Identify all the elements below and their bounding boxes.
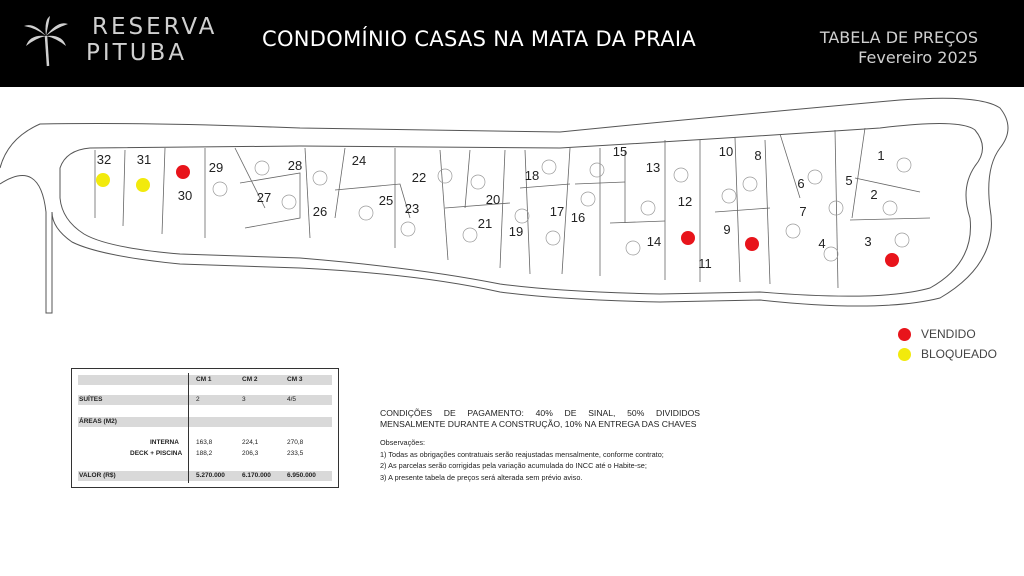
observation-item: 2) As parcelas serão corrigidas pela variação acumulada do INCC até o Habite-se; — [380, 461, 647, 470]
lot-label-16: 16 — [570, 210, 586, 225]
suites-cm1: 2 — [196, 396, 200, 403]
legend-vendido-label: VENDIDO — [921, 327, 976, 341]
deck-cm3: 233,5 — [287, 450, 304, 457]
interna-label: INTERNA — [150, 439, 179, 446]
blocked-dot-icon — [898, 348, 911, 361]
observations — [380, 437, 740, 483]
lot-label-11: 11 — [698, 256, 712, 271]
legend-bloqueado — [898, 344, 997, 364]
lot-label-2: 2 — [870, 187, 878, 202]
lot-status-dot-30 — [176, 165, 190, 179]
lot-label-10: 10 — [718, 144, 734, 159]
outer-road — [0, 98, 1008, 313]
lot-label-1: 1 — [877, 148, 885, 163]
observation-item: 3) A presente tabela de preços será alterada sem prévio aviso. — [380, 472, 583, 482]
price-table — [71, 368, 339, 488]
valor-cm2: 6.170.000 — [242, 472, 271, 479]
suites-cm2: 3 — [242, 396, 246, 403]
lot-label-5: 5 — [845, 173, 853, 188]
lot-status-dot-32 — [96, 173, 110, 187]
lot-label-18: 18 — [524, 168, 540, 183]
lot-label-25: 25 — [378, 193, 394, 208]
lot-label-3: 3 — [864, 234, 872, 249]
areas-label: ÁREAS (M2) — [79, 418, 117, 425]
lot-status-dot-31 — [136, 178, 150, 192]
lot-label-12: 12 — [677, 194, 693, 209]
payment-conditions: CONDIÇÕES DE PAGAMENTO: 40% DE SINAL, 50% DIVIDIDOS MENSALMENTE DURANTE A CONSTRUÇÃO, 10% NA ENTREGA DAS CHAVES — [380, 408, 700, 429]
lot-status-dot-3 — [885, 253, 899, 267]
lot-label-21: 21 — [477, 216, 493, 231]
lot-label-15: 15 — [612, 144, 628, 159]
valor-label: VALOR (R$) — [79, 472, 116, 479]
lot-label-28: 28 — [287, 158, 303, 173]
lot-label-27: 27 — [256, 190, 272, 205]
suites-cm3: 4/5 — [287, 396, 297, 403]
palm-tree-icon — [24, 16, 68, 68]
lot-label-23: 23 — [404, 201, 420, 216]
lot-label-24: 24 — [351, 153, 367, 168]
observations-title: Observações: — [380, 438, 426, 447]
lot-label-20: 20 — [485, 192, 501, 207]
valor-cm3: 6.950.000 — [287, 472, 316, 479]
lot-label-7: 7 — [799, 204, 807, 219]
interna-cm1: 163,8 — [196, 439, 213, 446]
lot-label-4: 4 — [818, 236, 826, 251]
lot-label-19: 19 — [508, 224, 524, 239]
interna-cm2: 224,1 — [242, 439, 259, 446]
lot-label-32: 32 — [96, 152, 112, 167]
lot-label-13: 13 — [645, 160, 661, 175]
lot-label-14: 14 — [646, 234, 662, 249]
legend-bloqueado-label: BLOQUEADO — [921, 347, 998, 361]
price-table-title: TABELA DE PREÇOS — [819, 28, 978, 47]
observation-item: 1) Todas as obrigações contratuais serão reajustadas mensalmente, conforme contrato; — [380, 449, 664, 459]
header-bar — [0, 0, 1024, 87]
reserva-pituba-logo — [22, 12, 218, 72]
header-cm2: CM 2 — [242, 376, 258, 383]
deck-cm2: 206,3 — [242, 450, 259, 457]
table-divider — [188, 373, 189, 483]
legend-vendido — [898, 324, 997, 344]
price-table-heading — [820, 28, 978, 68]
logo-line-1: RESERVA — [92, 14, 218, 40]
sold-dot-icon — [898, 328, 911, 341]
header-cm3: CM 3 — [287, 376, 303, 383]
logo-line-2: PITUBA — [86, 40, 188, 66]
lot-label-6: 6 — [797, 176, 805, 191]
interna-cm3: 270,8 — [287, 439, 304, 446]
deck-cm1: 188,2 — [196, 450, 213, 457]
lot-label-9: 9 — [723, 222, 731, 237]
lot-label-17: 17 — [549, 204, 565, 219]
lot-status-dot-9 — [745, 237, 759, 251]
lot-label-22: 22 — [411, 170, 427, 185]
deck-label: DECK + PISCINA — [130, 450, 183, 457]
lot-label-31: 31 — [136, 152, 152, 167]
lot-label-29: 29 — [208, 160, 224, 175]
lot-status-dot-12 — [681, 231, 695, 245]
site-plan-map — [0, 88, 1024, 318]
legend — [898, 324, 997, 364]
lot-label-30: 30 — [177, 188, 193, 203]
lot-label-26: 26 — [312, 204, 328, 219]
lot-label-8: 8 — [754, 148, 762, 163]
header-cm1: CM 1 — [196, 376, 212, 383]
valor-cm1: 5.270.000 — [196, 472, 225, 479]
page-title: CONDOMÍNIO CASAS NA MATA DA PRAIA — [262, 27, 697, 51]
price-table-date: Fevereiro 2025 — [858, 48, 978, 67]
suites-label: SUÍTES — [79, 396, 103, 403]
